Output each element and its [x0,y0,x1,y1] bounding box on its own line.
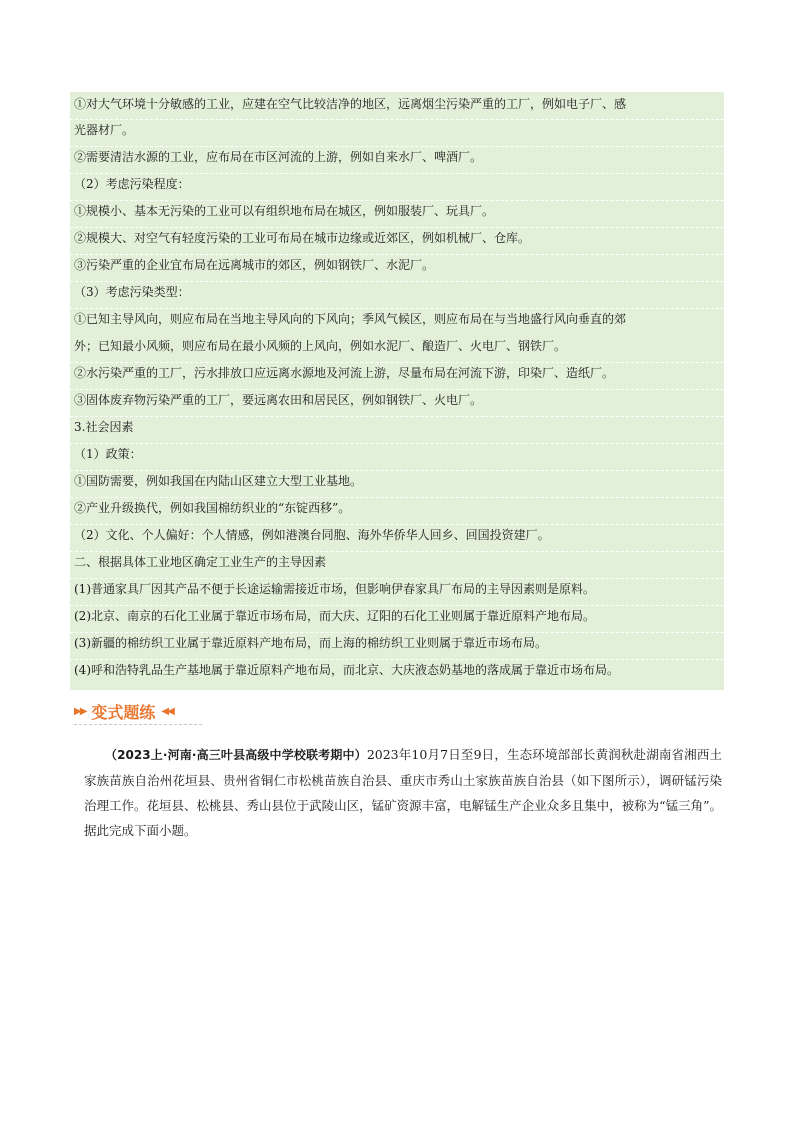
row-divider [70,443,724,444]
row-divider [70,281,724,282]
summary-line: ③污染严重的企业宜布局在远离城市的郊区，例如钢铁厂、水泥厂。 [74,258,435,272]
summary-line: ①对大气环境十分敏感的工业，应建在空气比较洁净的地区，远离烟尘污染严重的工厂，例如电子厂、感 [74,97,627,111]
summary-line: (3)新疆的棉纺织工业属于靠近原料产地布局，而上海的棉纺织工业则属于靠近市场布局。 [74,636,548,650]
row-divider [70,308,724,309]
row-divider [70,146,724,147]
summary-line: （2）文化、个人偏好：个人情感，例如港澳台同胞、海外华侨华人回乡、回国投资建厂。 [74,528,550,542]
summary-line: ②规模大、对空气有轻度污染的工业可布局在城市边缘或近郊区，例如机械厂、仓库。 [74,231,531,245]
summary-line: （2）考虑污染程度： [74,177,190,191]
row-divider [70,578,724,579]
summary-line: (2)北京、南京的石化工业属于靠近市场布局，而大庆、辽阳的石化工业则属于靠近原料产地布局。 [74,609,596,623]
summary-line: 二、根据具体工业地区确定工业生产的主导因素 [74,555,327,569]
practice-section-header [74,700,202,725]
summary-line: ②水污染严重的工厂，污水排放口应远离水源地及河流上游，尽量布局在河流下游，印染厂、造纸厂。 [74,366,615,380]
summary-line: ①已知主导风向，则应布局在当地主导风向的下风向；季风气候区，则应布局在与当地盛行风向垂直的郊 [74,312,627,326]
summary-line: (4)呼和浩特乳品生产基地属于靠近原料产地布局，而北京、大庆液态奶基地的落成属于靠近市场布局。 [74,663,620,677]
summary-line: （1）政策： [74,447,142,461]
row-divider [70,632,724,633]
summary-line: ①国防需要，例如我国在内陆山区建立大型工业基地。 [74,474,363,488]
row-divider [70,173,724,174]
double-left-arrow-icon: ◀◀ [161,705,173,717]
row-divider [70,200,724,201]
summary-line: 外；已知最小风频，则应布局在最小风频的上风向，例如水泥厂、酿造厂、火电厂、钢铁厂。 [74,339,567,353]
row-divider [70,524,724,525]
row-divider [70,227,724,228]
row-divider [70,605,724,606]
summary-line: ②产业升级换代，例如我国棉纺织业的“东锭西移”。 [74,501,351,515]
row-divider [70,254,724,255]
row-divider [70,497,724,498]
summary-line: 3.社会因素 [74,420,134,434]
row-divider [70,416,724,417]
row-divider [70,470,724,471]
section-title: 变式题练 [91,702,156,722]
row-divider [70,362,724,363]
row-divider [70,389,724,390]
double-right-arrow-icon: ▶▶ [74,705,86,717]
summary-line: （3）考虑污染类型： [74,285,190,299]
row-divider [70,551,724,552]
row-divider [70,119,724,120]
question-source: （2023上·河南·高三叶县高级中学校联考期中） [105,748,367,762]
question-text: 2023年10月7日至9日，生态环境部部长黄润秋赴湖南省湘西土家族苗族自治州花垣县、贵州省铜仁市松桃苗族自治县、重庆市秀山土家族苗族自治县（如下图所示），调研锰污染治理工作。花垣县、松桃县、秀山县位于武陵山区，锰矿资源丰富，电解锰生产企业众多且集中，被称为“锰三角”。据此完成下面小题。 [84,747,722,838]
summary-line: ②需要清洁水源的工业，应布局在市区河流的上游，例如自来水厂、啤酒厂。 [74,150,483,164]
row-divider [70,659,724,660]
summary-line: ①规模小、基本无污染的工业可以有组织地布局在城区，例如服装厂、玩具厂。 [74,204,495,218]
summary-line: (1)普通家具厂因其产品不便于长途运输需接近市场，但影响伊春家具厂布局的主导因素则是原料。 [74,582,596,596]
summary-line: ③固体废弃物污染严重的工厂，要远离农田和居民区，例如钢铁厂、火电厂。 [74,393,483,407]
summary-line: 光器材厂。 [74,123,135,137]
question-paragraph [84,742,722,843]
